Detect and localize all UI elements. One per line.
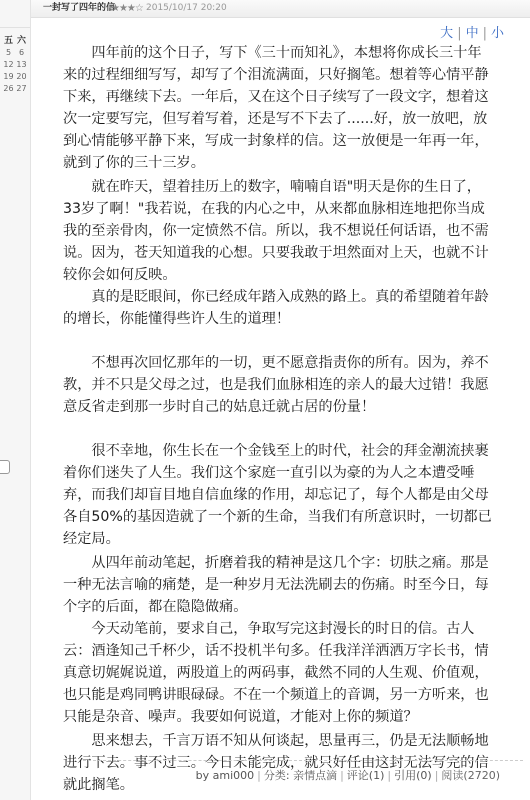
separator: | — [257, 769, 261, 782]
article-paragraph: 不想再次回忆那年的一切，更不愿意指责你的所有。因为，养不教，并不只是父母之过，也是我们血脉相连的亲人的最大过错！我愿意反省走到那一步时自己的姑息迁就占居的份量！ — [63, 355, 489, 415]
separator: | — [340, 769, 344, 782]
rating-stars-icon: ★★★☆ — [111, 3, 143, 14]
calendar-day[interactable]: 6 — [18, 48, 25, 57]
divider — [0, 27, 30, 28]
article-paragraph: 今天动笔前，要求自己，争取写完这封漫长的时日的信。古人云：酒逢知己千杯少，话不投机半句多。任我洋洋洒洒万字长书，情真意切娓娓说道，两股道上的两码事，截然不同的人生观、价值观，也只能是鸡同鸭讲眼碌碌。不在一个频道上的音调，另一方听来，也只能是杂音、噪声。我要如何说道，才能对上你的频道？ — [63, 621, 489, 725]
calendar-day[interactable]: 19 — [3, 72, 14, 81]
calendar-day[interactable]: 20 — [16, 72, 27, 81]
separator: | — [387, 769, 392, 782]
calendar-weekday-header — [2, 33, 28, 46]
category-link[interactable]: 分类: 亲情点滴 — [263, 769, 338, 782]
article-paragraph: 从四年前动笔起，折磨着我的精神是这几个字：切肤之痛。那是一种无法言喻的痛楚，是一种岁月无法洗刷去的伤痛。时至今日，每个字的后面，都在隐隐做痛。 — [63, 555, 489, 615]
article-paragraph: 思来想去，千言万语不知从何谈起，思量再三，仍是无法顺畅地进行下去。事不过三。今日未能完成，就只好任由这封无法写完的信就此搁笔。 — [63, 733, 489, 793]
separator: | — [457, 26, 462, 41]
calendar-week — [2, 71, 28, 83]
comments-link[interactable]: 评论(1) — [346, 769, 385, 782]
footer-divider — [83, 760, 523, 762]
font-size-large-button[interactable]: 大 — [440, 26, 454, 41]
separator: | — [434, 769, 439, 782]
calendar-week — [2, 83, 28, 95]
font-size-medium-button[interactable]: 中 — [465, 26, 479, 41]
calendar-day[interactable]: 12 — [3, 60, 14, 69]
article-paragraph: 很不幸地，你生长在一个金钱至上的时代，社会的拜金潮流挟裹着你们迷失了人生。我们这个家庭一直引以为豪的为人之本遭受唾弃，而我们却盲目地自信血缘的作用，却忘记了，每个人都是由父母各自50%的基因造就了一个新的生命，当我们有所意识时，一切都已经定局。 — [63, 443, 492, 547]
quotes-link[interactable]: 引用(0) — [394, 769, 432, 782]
calendar-day[interactable]: 27 — [16, 84, 27, 93]
calendar-days — [2, 47, 28, 95]
separator: | — [482, 26, 487, 41]
article-paragraph: 就在昨天，望着挂历上的数字，喃喃自语"明天是你的生日了，33岁了啊！"我若说，在我的内心之中，从来都血脉相连地把你当成我的至亲骨肉，你一定愤然不信。所以，我不想说任何话语，也不需说。因为，苍天知道我的心想。只要我敢于坦然面对上天，也就不计较你会如何反映。 — [63, 179, 489, 283]
weekday-label: 五 — [3, 36, 13, 46]
post-date: 2015/10/17 20:20 — [146, 3, 227, 13]
weekday-label: 六 — [16, 36, 26, 46]
calendar-day[interactable]: 26 — [3, 84, 14, 93]
author-label[interactable]: by ami000 — [195, 769, 255, 782]
sidebar-calendar — [0, 0, 31, 800]
sidebar-checkbox[interactable] — [0, 460, 10, 474]
font-size-small-button[interactable]: 小 — [490, 26, 504, 41]
calendar-week — [2, 59, 28, 71]
article-panel — [30, 0, 530, 800]
article-header — [31, 0, 530, 18]
calendar-day[interactable]: 13 — [16, 60, 27, 69]
calendar-day[interactable]: 5 — [5, 48, 12, 57]
article-footer — [196, 767, 500, 783]
calendar-week — [2, 47, 28, 59]
article-title[interactable]: 一封写了四年的信 — [43, 3, 116, 13]
reads-count: 阅读(2720) — [441, 769, 500, 782]
article-paragraph: 四年前的这个日子，写下《三十而知礼》，本想将你成长三十年来的过程细细写写，却写了个泪流满面，只好搁笔。想着等心情平静下来，再继续下去。一年后，又在这个日子续写了一段文字，想着这次一定要写完，但写着写着，还是写不下去了......好，放一放吧，放到心情能够平静下来，写成一封象样的信。这一放便是一年再一年，就到了你的三十三岁。 — [63, 45, 489, 171]
font-size-switcher — [440, 22, 504, 41]
article-paragraph: 真的是眨眼间，你已经成年踏入成熟的路上。真的希望随着年龄的增长，你能懂得些许人生的道理！ — [63, 289, 489, 327]
